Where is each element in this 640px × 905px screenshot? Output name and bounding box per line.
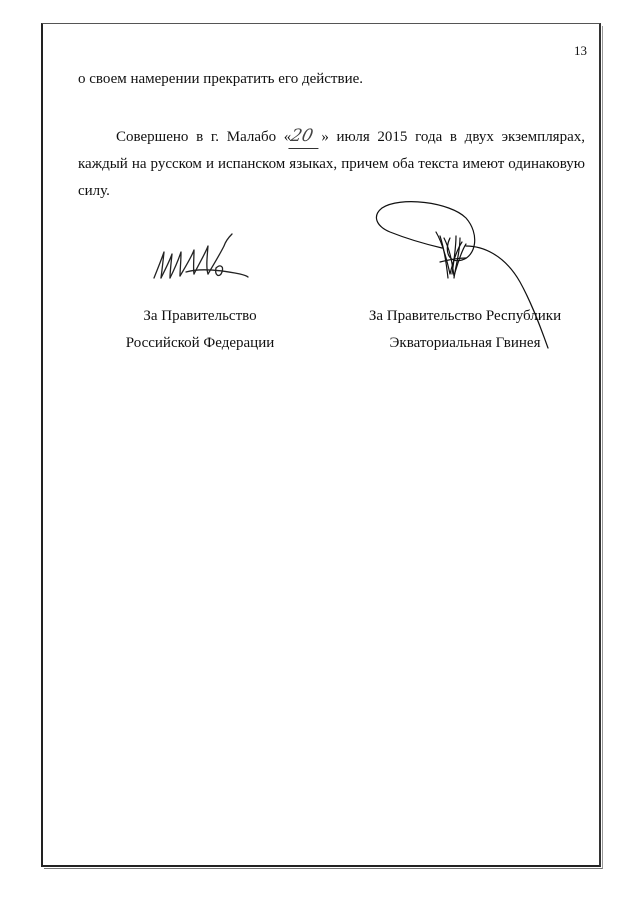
signing-paragraph: [78, 123, 585, 205]
signature-russia: [150, 228, 250, 284]
signatory-right: [355, 303, 575, 357]
signatory-left-line1: За Правительство: [143, 308, 257, 324]
page-number: 13: [574, 43, 587, 58]
paragraph-text-end: » июля 2015 года в двух экземплярах, каждый на русском и испанском языках, причем оба текста имеют одинаковую силу.: [78, 129, 585, 199]
signatory-left-line2: Российской Федерации: [125, 335, 275, 351]
signatory-left: [100, 303, 300, 357]
handwritten-day: 20: [288, 123, 324, 150]
closing-sentence: о своем намерении прекратить его действие.: [78, 71, 363, 87]
paragraph-text-start: Совершено в г. Малабо «: [116, 129, 292, 145]
signatory-right-line1: За Правительство Республики: [368, 308, 562, 324]
signatory-right-line2: Экваториальная Гвинея: [389, 335, 541, 351]
